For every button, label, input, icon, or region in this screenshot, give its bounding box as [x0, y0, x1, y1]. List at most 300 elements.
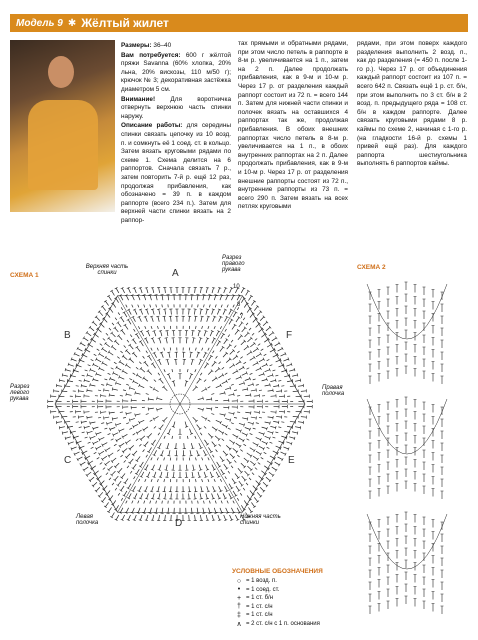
legend-item	[232, 603, 372, 612]
stitch-mark	[187, 369, 188, 372]
stitch-mark	[109, 466, 113, 470]
stitch-top	[106, 383, 107, 386]
stitch-mark	[237, 508, 240, 513]
stitch-mark	[102, 306, 105, 310]
stitch-mark	[249, 478, 251, 480]
stitch-top	[143, 429, 145, 432]
instructions-column-2	[238, 40, 348, 213]
stitch-mark	[128, 484, 131, 489]
stitch-top	[200, 520, 203, 521]
stitch-mark	[225, 486, 228, 491]
stitch-mark	[193, 465, 194, 470]
stitch-top	[206, 520, 209, 521]
stitch-mark	[165, 493, 166, 498]
stitch-top	[163, 309, 166, 310]
stitch-mark	[99, 437, 104, 439]
stitch-mark	[241, 505, 244, 510]
stitch-mark	[261, 334, 265, 337]
col1-paragraph: Размеры: 36–40	[121, 42, 172, 49]
stitch-mark	[172, 436, 173, 439]
stitch-mark	[94, 452, 97, 454]
stitch-mark	[137, 430, 142, 433]
stitch-mark	[160, 472, 161, 477]
stitch-mark	[189, 493, 190, 498]
stitch-mark	[201, 486, 202, 491]
stitch-mark	[173, 338, 174, 343]
stitch-mark	[260, 487, 264, 491]
stitch-mark	[133, 424, 138, 426]
stitch-mark	[122, 330, 125, 334]
stitch-top	[154, 513, 157, 514]
stitch-mark	[126, 440, 130, 443]
stitch-mark	[261, 349, 264, 351]
stitch-mark	[252, 473, 254, 475]
stitch-mark	[160, 425, 163, 429]
stitch-mark	[164, 436, 165, 439]
stitch-top	[256, 416, 257, 419]
stitch-mark	[231, 384, 234, 385]
stitch-mark	[119, 377, 124, 379]
stitch-mark	[192, 331, 193, 336]
stitch-mark	[231, 340, 233, 342]
stitch-top	[120, 490, 123, 492]
stitch-mark	[230, 454, 234, 458]
stitch-mark	[134, 476, 136, 479]
stitch-mark	[273, 386, 278, 387]
label-left-front: Левая полочка	[76, 514, 99, 526]
stitch-mark	[221, 334, 224, 339]
stitch-mark	[129, 379, 132, 380]
row-mark-7: 7	[240, 314, 244, 320]
stitch-mark	[129, 493, 132, 498]
stitch-mark	[171, 316, 172, 321]
stitch-mark	[253, 379, 256, 380]
stitch-mark	[105, 343, 109, 346]
stitch-mark	[227, 459, 231, 463]
stitch-mark	[290, 386, 295, 387]
stitch-mark	[244, 458, 248, 462]
stitch-mark	[81, 421, 86, 422]
stitch-mark	[71, 447, 76, 449]
stitch-mark	[192, 472, 193, 477]
instructions-column-1	[121, 42, 231, 226]
stitch-top	[300, 379, 301, 382]
sector-letter-c: C	[64, 455, 72, 466]
stitch-mark	[272, 338, 277, 341]
stitch-mark	[101, 396, 106, 397]
stitch-top	[203, 397, 204, 400]
legend-text: = 1 ст. с/н	[246, 612, 273, 619]
stitch-mark	[242, 389, 247, 390]
stitch-mark	[292, 375, 297, 376]
stitch-mark	[249, 328, 251, 330]
legend-symbol: ‡	[237, 611, 241, 619]
stitch-mark	[172, 369, 173, 372]
stitch-mark	[112, 418, 117, 419]
stitch-mark	[262, 427, 267, 428]
stitch-mark	[115, 328, 119, 332]
stitch-mark	[152, 465, 154, 470]
stitch-mark	[162, 501, 163, 504]
stitch-mark	[110, 379, 115, 381]
stitch-top	[216, 377, 218, 380]
stitch-mark	[134, 288, 136, 293]
stitch-mark	[145, 442, 149, 446]
stitch-mark	[251, 301, 254, 305]
stitch-mark	[135, 393, 140, 394]
stitch-mark	[145, 326, 146, 329]
stitch-mark	[214, 479, 215, 482]
stitch-mark	[158, 373, 160, 375]
stitch-mark	[278, 457, 283, 460]
stitch-mark	[118, 312, 120, 314]
stitch-mark	[236, 429, 241, 431]
stitch-mark	[195, 369, 196, 372]
col3-paragraph: рядами, при этом поверх каждого разделения выполнить 2 возд. п., как до разделения (= 450 п. после 1-го р.). Через 17 р. от объединения каждый раппорт состоит из 107 п. = всего 642 п. Связать ещё 1 р. ст. б/н, при этом выполнить по 3 ст. б/н в 2 возд. п. предыдущего ряда = 108 ст. б/н в каждом раппорте. Далее связать круговыми рядами 8 р. каймы по схеме 2, начиная с 1-го р. (на гладкости 16-й р. схемы 1 привей ещё раз). Для каждого раппорта шестиугольника выполнять 6 раппортов каймы.	[357, 40, 467, 168]
stitch-mark	[250, 448, 255, 451]
stitch-mark	[111, 439, 114, 440]
stitch-top	[151, 498, 154, 499]
stitch-mark	[62, 432, 67, 433]
stitch-mark	[211, 414, 214, 415]
stitch-mark	[190, 374, 192, 379]
stitch-mark	[230, 288, 232, 293]
stitch-mark	[90, 436, 95, 438]
stitch-mark	[117, 357, 119, 359]
stitch-mark	[264, 339, 268, 342]
stitch-mark	[112, 323, 114, 325]
stitch-mark	[243, 488, 245, 490]
stitch-mark	[118, 323, 121, 327]
stitch-mark	[94, 354, 97, 356]
stitch-mark	[199, 338, 201, 343]
legend-symbol: †	[237, 603, 241, 611]
stitch-mark	[197, 352, 199, 357]
stitch-mark	[84, 426, 89, 427]
stitch-mark	[293, 416, 298, 417]
stitch-top	[157, 408, 158, 411]
stitch-top	[106, 422, 107, 425]
stitch-mark	[235, 473, 238, 477]
stitch-top	[93, 427, 94, 430]
stitch-top	[257, 347, 259, 350]
stitch-mark	[164, 486, 165, 491]
stitch-mark	[250, 357, 255, 360]
stitch-mark	[90, 422, 95, 423]
stitch-mark	[241, 463, 245, 467]
stitch-mark	[113, 373, 118, 375]
stitch-mark	[60, 427, 65, 428]
stitch-mark	[151, 326, 152, 329]
stitch-mark	[154, 380, 156, 382]
stitch-mark	[253, 456, 257, 459]
stitch-mark	[165, 288, 166, 293]
stitch-mark	[121, 486, 124, 491]
stitch-mark	[267, 447, 270, 448]
stitch-mark	[270, 380, 275, 381]
stitch-mark	[140, 341, 143, 346]
legend-symbol: •	[237, 586, 241, 594]
stitch-mark	[104, 428, 107, 429]
stitch-top	[212, 520, 215, 521]
stitch-mark	[87, 417, 92, 418]
stitch-mark	[146, 394, 149, 395]
stitch-mark	[222, 381, 227, 383]
stitch-top	[206, 444, 209, 446]
stitch-mark	[222, 439, 224, 441]
stitch-mark	[225, 433, 228, 435]
stitch-mark	[154, 416, 159, 419]
stitch-mark	[146, 455, 148, 458]
stitch-mark	[118, 468, 122, 472]
sector-letter-d: D	[175, 518, 183, 529]
stitch-mark	[137, 347, 140, 351]
stitch-mark	[133, 486, 136, 491]
label-bottom-back: Нижняя часть спинки	[240, 514, 281, 526]
stitch-mark	[227, 501, 228, 504]
stitch-mark	[141, 436, 145, 440]
stitch-mark	[210, 331, 212, 336]
stitch-mark	[259, 329, 263, 333]
stitch-mark	[65, 370, 70, 372]
stitch-mark	[96, 432, 101, 434]
stitch-mark	[143, 449, 145, 451]
stitch-top	[192, 338, 195, 339]
stitch-mark	[139, 420, 144, 422]
stitch-top	[119, 445, 121, 448]
stitch-top	[297, 432, 298, 435]
stitch-mark	[165, 515, 166, 520]
stitch-mark	[200, 433, 202, 435]
stitch-mark	[133, 381, 138, 383]
stitch-mark	[218, 515, 220, 520]
stitch-mark	[123, 371, 128, 374]
stitch-mark	[190, 450, 191, 455]
stitch-mark	[298, 422, 303, 423]
stitch-mark	[200, 493, 201, 498]
stitch-mark	[116, 383, 121, 385]
stitch-mark	[195, 348, 196, 351]
stitch-mark	[154, 353, 156, 358]
stitch-mark	[216, 472, 219, 477]
stitch-mark	[193, 417, 197, 421]
stitch-mark	[212, 493, 214, 498]
stitch-mark	[212, 465, 215, 470]
stitch-mark	[218, 288, 220, 293]
stitch-mark	[124, 312, 127, 317]
stitch-mark	[146, 465, 149, 470]
stitch-top	[201, 316, 204, 317]
stitch-top	[143, 377, 145, 380]
legend-symbol: ○	[236, 577, 242, 585]
stitch-mark	[269, 472, 273, 475]
stitch-mark	[248, 296, 251, 301]
stitch-top	[253, 383, 254, 386]
stitch-mark	[212, 442, 216, 446]
stitch-mark	[212, 309, 214, 314]
stitch-top	[83, 469, 85, 472]
stitch-mark	[130, 445, 134, 449]
legend-text: = 1 соед. ст.	[246, 586, 280, 593]
stitch-mark	[243, 444, 246, 446]
stitch-mark	[201, 416, 206, 419]
stitch-mark	[239, 481, 242, 485]
stitch-mark	[118, 336, 122, 340]
stitch-mark	[212, 515, 214, 520]
label-right-front: Правая полочка	[322, 385, 345, 397]
stitch-mark	[120, 362, 125, 365]
stitch-mark	[68, 364, 73, 366]
stitch-mark	[130, 459, 134, 463]
stitch-mark	[103, 338, 105, 340]
stitch-mark	[245, 412, 250, 413]
stitch-mark	[96, 487, 100, 491]
stitch-mark	[123, 434, 128, 437]
stitch-mark	[112, 458, 116, 462]
stitch-mark	[60, 380, 65, 381]
stitch-top	[191, 448, 194, 449]
stitch-mark	[198, 331, 199, 336]
stitch-mark	[185, 381, 187, 386]
stitch-mark	[223, 353, 227, 357]
stitch-mark	[255, 338, 257, 340]
stitch-mark	[236, 486, 239, 491]
stitch-mark	[205, 338, 207, 343]
stitch-mark	[217, 309, 219, 314]
stitch-mark	[195, 316, 196, 321]
stitch-mark	[159, 515, 160, 520]
stitch-mark	[278, 427, 281, 428]
stitch-mark	[255, 468, 257, 470]
stitch-mark	[157, 398, 162, 399]
stitch-mark	[247, 368, 250, 369]
stitch-mark	[269, 333, 273, 336]
stitch-mark	[225, 476, 227, 479]
stitch-mark	[235, 515, 237, 520]
stitch-mark	[126, 501, 127, 504]
stitch-mark	[289, 437, 294, 439]
stitch-mark	[185, 422, 187, 427]
stitch-mark	[257, 492, 261, 496]
stitch-mark	[189, 486, 190, 491]
stitch-mark	[214, 326, 215, 329]
stitch-mark	[208, 356, 211, 361]
stitch-mark	[139, 317, 141, 322]
stitch-mark	[202, 348, 203, 351]
stitch-mark	[243, 362, 246, 364]
stitch-mark	[225, 317, 228, 322]
stitch-mark	[93, 322, 97, 326]
stitch-mark	[198, 408, 203, 409]
stitch-mark	[205, 465, 207, 470]
stitch-mark	[207, 316, 209, 321]
legend	[232, 568, 372, 628]
stitch-mark	[200, 373, 202, 375]
stitch-mark	[211, 394, 214, 395]
stitch-mark	[231, 423, 234, 424]
stitch-mark	[85, 370, 88, 371]
stitch-mark	[254, 306, 257, 310]
stitch-mark	[216, 331, 219, 336]
stitch-mark	[121, 317, 124, 322]
stitch-top	[222, 432, 224, 435]
stitch-mark	[138, 326, 139, 329]
stitch-mark	[241, 288, 244, 293]
stitch-mark	[164, 458, 165, 461]
model-face	[48, 56, 74, 88]
stitch-mark	[145, 486, 147, 491]
stitch-mark	[281, 354, 286, 356]
stitch-mark	[163, 417, 167, 421]
stitch-mark	[153, 515, 154, 520]
stitch-mark	[144, 305, 145, 308]
legend-text: = 1 ст. б/н	[246, 595, 274, 602]
stitch-mark	[220, 414, 225, 415]
stitch-mark	[278, 380, 281, 381]
stitch-mark	[212, 455, 214, 458]
stitch-top	[160, 513, 163, 514]
stitch-mark	[170, 458, 171, 461]
stitch-mark	[233, 491, 236, 496]
stitch-mark	[78, 457, 83, 460]
stitch-mark	[262, 379, 267, 380]
stitch-mark	[228, 335, 230, 337]
stitch-mark	[167, 331, 168, 336]
stitch-mark	[126, 305, 127, 308]
stitch-mark	[130, 345, 134, 349]
stitch-mark	[220, 456, 223, 460]
stitch-top	[278, 384, 279, 387]
stitch-mark	[156, 304, 157, 307]
stitch-mark	[201, 389, 206, 392]
stitch-mark	[157, 408, 162, 409]
stitch-top	[201, 491, 204, 492]
stitch-mark	[116, 505, 119, 510]
stitch-top	[93, 378, 94, 381]
stitch-top	[136, 432, 138, 435]
stitch-mark	[154, 389, 159, 392]
stitch-mark	[221, 305, 222, 308]
stitch-mark	[273, 437, 276, 438]
stitch-top	[208, 513, 211, 514]
stitch-mark	[116, 423, 121, 425]
stitch-mark	[208, 371, 212, 375]
stitch-mark	[264, 354, 267, 356]
stitch-mark	[195, 436, 196, 439]
stitch-mark	[109, 328, 111, 330]
stitch-mark	[91, 447, 94, 448]
stitch-mark	[283, 359, 288, 361]
stitch-mark	[199, 360, 201, 365]
stitch-mark	[135, 310, 137, 315]
stitch-mark	[110, 428, 115, 430]
stitch-mark	[238, 468, 242, 472]
stitch-mark	[233, 448, 237, 452]
stitch-mark	[147, 493, 149, 498]
stitch-mark	[259, 476, 263, 480]
stitch-mark	[224, 339, 227, 343]
stitch-top	[151, 287, 154, 288]
stitch-mark	[170, 348, 171, 351]
stitch-mark	[164, 348, 165, 351]
stitch-mark	[193, 338, 194, 343]
stitch-mark	[266, 477, 270, 481]
stitch-mark	[227, 305, 228, 308]
stitch-mark	[245, 333, 249, 337]
stitch-top	[59, 379, 60, 382]
stitch-mark	[113, 433, 118, 435]
stitch-mark	[257, 312, 261, 316]
